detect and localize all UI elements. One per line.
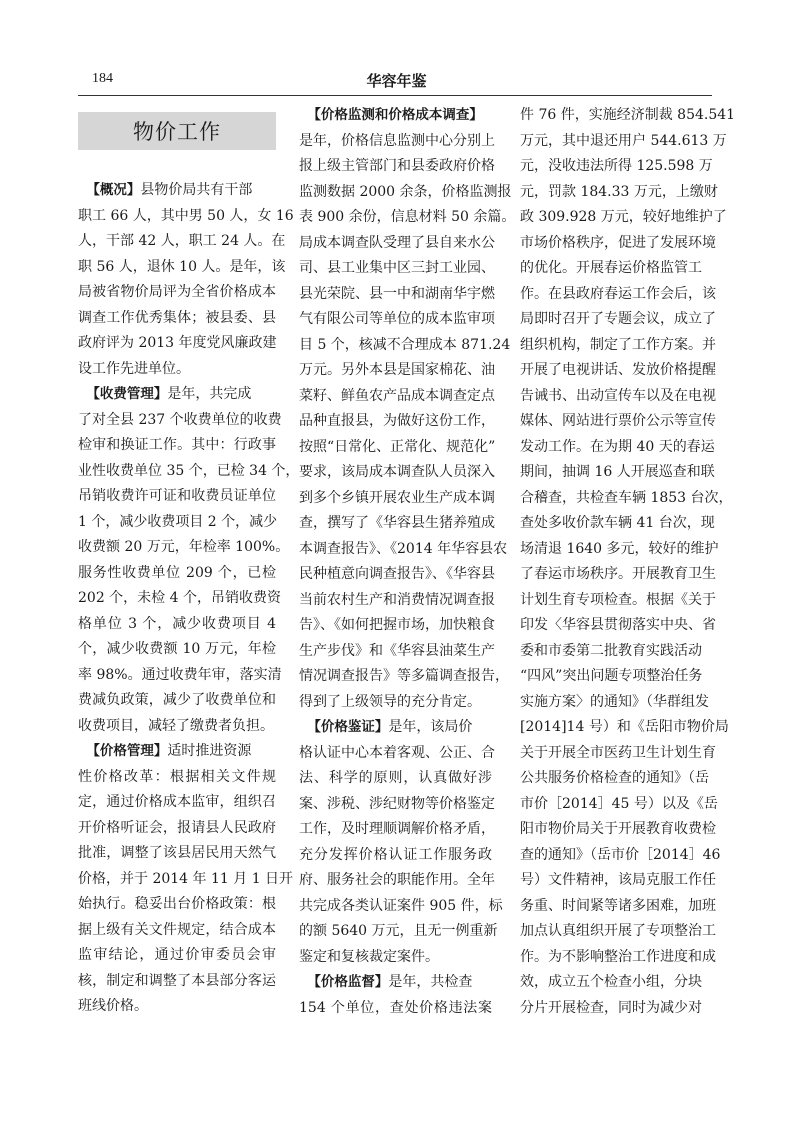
page-number: 184 bbox=[92, 71, 113, 86]
paragraph bbox=[78, 178, 294, 382]
text-line: 充分发挥价格认证工作服务政 bbox=[299, 846, 492, 863]
text-line: 当前农村生产和消费情况调查报 bbox=[299, 591, 495, 608]
text-line: 开价格听证会，报请县人民政府 bbox=[78, 819, 276, 836]
text-line: 格认证中心本着客观、公正、合 bbox=[299, 744, 495, 761]
text-line: 阳市物价局关于开展教育收费检 bbox=[520, 821, 716, 837]
column-1 bbox=[78, 178, 300, 1020]
text-line: 调查工作优秀集体；被县委、县 bbox=[78, 309, 276, 326]
text-line: 设工作先进单位。 bbox=[78, 360, 190, 377]
text-line: 率 98%。通过收费年审，落实清 bbox=[78, 666, 282, 683]
text-line: 分片开展检查，同时为减少对 bbox=[520, 999, 702, 1016]
text-line: 202 个，未检 4 个，吊销收费资 bbox=[78, 590, 281, 606]
text-line: 到多个乡镇开展农业生产成本调 bbox=[299, 489, 495, 506]
text-line: 合稽查，共检查车辆 1853 台次， bbox=[520, 489, 733, 506]
paragraph-text: 是年，共检查 bbox=[388, 974, 473, 990]
text-line: 按照“日常化、正常化、规范化” bbox=[299, 438, 496, 455]
text-line: 印发〈华容县贯彻落实中央、省 bbox=[520, 617, 716, 633]
text-line: 局成本调查队受理了县自来水公 bbox=[299, 234, 495, 251]
column-2 bbox=[299, 103, 516, 1021]
text-line: 委和市委第二批教育实践活动 bbox=[520, 642, 702, 659]
text-line: 务重、时间紧等诸多困难，加班 bbox=[520, 897, 716, 914]
paragraph bbox=[78, 382, 300, 739]
text-line: 格单位 3 个，减少收费项目 4 bbox=[78, 615, 276, 632]
text-line: 了春运市场秩序。开展教育卫生 bbox=[520, 566, 716, 582]
text-line: 生产步伐》和《华容县油菜生产 bbox=[299, 642, 495, 659]
text-line: 开展了电视讲话、发放价格提醒 bbox=[520, 362, 716, 378]
text-line: 职工 66 人，其中男 50 人，女 16 bbox=[78, 207, 294, 224]
text-line: 服务性收费单位 209 个，已检 bbox=[78, 564, 276, 581]
header-rule bbox=[78, 95, 712, 96]
text-line: 据上级有关文件规定，结合成本 bbox=[78, 921, 276, 938]
text-line: 万元。另外本县是国家棉花、油 bbox=[299, 362, 495, 378]
text-line: 业性收费单位 35 个，已检 34 个， bbox=[78, 462, 300, 479]
text-line: 人，干部 42 人，职工 24 人。在 bbox=[78, 233, 286, 249]
paragraph-label: 【概况】 bbox=[86, 182, 141, 198]
text-line: 加点认真组织开展了专项整治工 bbox=[520, 923, 716, 939]
text-line: 监审结论，通过价审委员会审 bbox=[78, 947, 276, 963]
text-line: 查，撰写了《华容县生猪养殖成 bbox=[299, 515, 495, 531]
text-line: 目 5 个，核减不合理成本 871.24 bbox=[299, 336, 511, 353]
text-line bbox=[78, 382, 276, 408]
text-line: 关于开展全市医药卫生计划生育 bbox=[520, 744, 716, 761]
text-line bbox=[299, 103, 492, 129]
paragraph-text: 县物价局共有干部 bbox=[140, 182, 253, 198]
column-3 bbox=[520, 103, 736, 1021]
text-line: 性价格改革：根据相关文件规 bbox=[78, 768, 276, 785]
text-line: 发动工作。在为期 40 天的春运 bbox=[520, 438, 715, 455]
text-line: 市场价格秩序，促进了发展环境 bbox=[520, 234, 716, 251]
text-line: 实施方案〉的通知》（华群组发 bbox=[520, 693, 709, 710]
text-line: 职 56 人，退休 10 人。是年，该 bbox=[78, 258, 286, 275]
text-line: 核，制定和调整了本县部分客运 bbox=[78, 972, 276, 989]
text-line: 表 900 余份，信息材料 50 余篇。 bbox=[299, 209, 516, 225]
text-line: 价格，并于 2014 年 11 月 1 日开 bbox=[78, 870, 294, 887]
text-line: 气有限公司等单位的成本监审项 bbox=[299, 311, 495, 327]
text-line: 工作，及时理顺调解价格矛盾， bbox=[299, 821, 495, 837]
section-title bbox=[78, 112, 276, 150]
text-line: 鉴定和复核裁定案件。 bbox=[299, 948, 439, 965]
text-line: 政府评为 2013 年度党风廉政建 bbox=[78, 335, 277, 351]
text-line: 公共服务价格检查的通知》（岳 bbox=[520, 770, 709, 786]
text-line: 法、科学的原则，认真做好涉 bbox=[299, 770, 492, 786]
text-line: 吊销收费许可证和收费员证单位 bbox=[78, 488, 276, 504]
text-line: 作。在县政府春运工作会后，该 bbox=[520, 285, 716, 302]
text-line: 的优化。开展春运价格监管工 bbox=[520, 260, 702, 276]
text-line bbox=[78, 739, 276, 765]
paragraph-label: 【价格鉴证】 bbox=[307, 719, 389, 735]
paragraph bbox=[299, 715, 503, 970]
text-line bbox=[299, 715, 492, 741]
paragraph bbox=[299, 970, 492, 1021]
text-line: 共完成各类认证案件 905 件，标 bbox=[299, 897, 503, 914]
text-line: 府、服务社会的职能作用。全年 bbox=[299, 872, 495, 888]
text-line: 县光荣院、县一中和湖南华宇燃 bbox=[299, 285, 495, 302]
text-line: 作。为不影响整治工作进度和成 bbox=[520, 948, 716, 965]
text-line: 个，减少收费额 10 万元，年检 bbox=[78, 641, 276, 657]
paragraph-text: 是年，共完成 bbox=[167, 386, 252, 402]
text-line: 收费额 20 万元，年检率 100%。 bbox=[78, 539, 290, 555]
running-title: 华容年鉴 bbox=[366, 72, 427, 90]
text-line: 定，通过价格成本监审，组织召 bbox=[78, 794, 276, 810]
text-line: “四风”突出问题专项整治任务 bbox=[520, 668, 703, 684]
text-line: 件 76 件，实施经济制裁 854.541 bbox=[520, 107, 736, 123]
text-line: 菜籽、鲜鱼农产品成本调查定点 bbox=[299, 387, 495, 404]
text-line: 计划生育专项检查。根据《关于 bbox=[520, 591, 716, 608]
paragraph-label: 【价格管理】 bbox=[86, 743, 168, 759]
section-title-text: 物价工作 bbox=[133, 120, 221, 144]
text-line: 局被省物价局评为全省价格成本 bbox=[78, 284, 276, 300]
text-line: 的额 5640 万元，且无一例重新 bbox=[299, 923, 498, 939]
paragraph bbox=[299, 103, 516, 715]
text-line: 是年，价格信息监测中心分别上 bbox=[299, 132, 495, 149]
text-line: 政 309.928 万元，较好地维护了 bbox=[520, 209, 727, 225]
paragraph bbox=[520, 103, 736, 1021]
paragraph-label: 【收费管理】 bbox=[86, 386, 168, 402]
text-line: 1 个，减少收费项目 2 个，减少 bbox=[78, 513, 278, 530]
text-line: 元，罚款 184.33 万元，上缴财 bbox=[520, 183, 718, 200]
text-line: 要求，该局成本调查队人员深入 bbox=[299, 464, 495, 480]
text-line: 场清退 1640 多元，较好的维护 bbox=[520, 540, 719, 557]
text-line: 154 个单位，查处价格违法案 bbox=[299, 999, 492, 1016]
text-line bbox=[299, 970, 492, 996]
text-line: 组织机构，制定了工作方案。并 bbox=[520, 336, 716, 353]
text-line: 民种植意向调查报告》、《华容县 bbox=[299, 566, 495, 582]
text-line: 本调查报告》、《2014 年华容县农 bbox=[299, 540, 508, 557]
text-line: 市价［2014］45 号）以及《岳 bbox=[520, 795, 718, 812]
text-line: 告诫书、出动宣传车以及在电视 bbox=[520, 387, 716, 404]
text-line: 费减负政策，减少了收费单位和 bbox=[78, 692, 276, 708]
text-line: 司、县工业集中区三封工业园、 bbox=[299, 260, 495, 276]
text-line: 万元，其中退还用户 544.613 万 bbox=[520, 132, 727, 149]
text-line: 查处多收价款车辆 41 台次，现 bbox=[520, 515, 715, 531]
text-line: 号）文件精神，该局克服工作任 bbox=[520, 872, 716, 888]
text-line: 报上级主管部门和县委政府价格 bbox=[299, 158, 495, 174]
text-line: 始执行。稳妥出台价格政策：根 bbox=[78, 896, 276, 912]
text-line: 案、涉税、涉纪财物等价格鉴定 bbox=[299, 795, 495, 812]
text-line: 效，成立五个检查小组，分块 bbox=[520, 974, 702, 990]
text-line: [2014]14 号）和《岳阳市物价局 bbox=[520, 719, 729, 735]
text-line: 情况调查报告》等多篇调查报告， bbox=[299, 668, 509, 684]
text-line: 监测数据 2000 余条，价格监测报 bbox=[299, 183, 512, 200]
paragraph-label: 【价格监测和价格成本调查】 bbox=[307, 107, 483, 123]
text-line: 班线价格。 bbox=[78, 998, 148, 1014]
text-line: 查的通知》（岳市价［2014］46 bbox=[520, 846, 721, 863]
text-line: 品种直报县，为做好这份工作， bbox=[299, 413, 495, 429]
text-line: 得到了上级领导的充分肯定。 bbox=[299, 693, 481, 710]
paragraph-text: 适时推进资源 bbox=[167, 743, 252, 759]
text-line bbox=[78, 178, 276, 204]
text-line: 了对全县 237 个收费单位的收费 bbox=[78, 411, 282, 428]
text-line: 元，没收违法所得 125.598 万 bbox=[520, 158, 713, 174]
paragraph-label: 【价格监督】 bbox=[307, 974, 389, 990]
text-line: 告》、《如何把握市场，加快粮食 bbox=[299, 617, 495, 633]
text-line: 期间，抽调 16 人开展巡查和联 bbox=[520, 464, 715, 480]
paragraph bbox=[78, 739, 294, 1020]
text-line: 批准，调整了该县居民用天然气 bbox=[78, 845, 276, 861]
text-line: 局即时召开了专题会议，成立了 bbox=[520, 311, 716, 327]
text-line: 收费项目，减轻了缴费者负担。 bbox=[78, 717, 274, 734]
paragraph-text: 是年，该局价 bbox=[388, 719, 473, 735]
text-line: 检审和换证工作。其中：行政事 bbox=[78, 437, 276, 453]
text-line: 媒体、网站进行票价公示等宣传 bbox=[520, 413, 716, 429]
